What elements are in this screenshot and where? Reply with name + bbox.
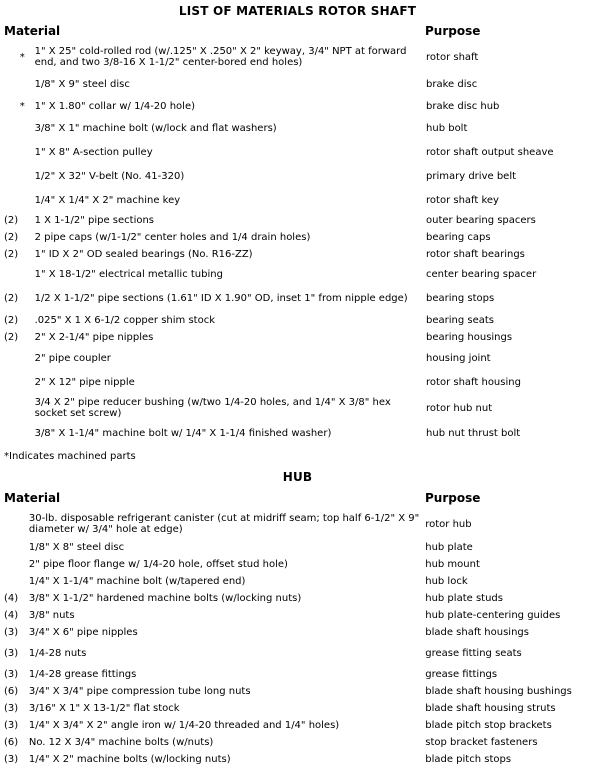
quantity-cell [4,188,35,212]
quantity-cell: (2) [4,315,19,326]
purpose-cell: outer bearing spacers [426,215,536,226]
quantity-cell [4,509,29,539]
purpose-cell: rotor shaft [426,51,479,63]
material-cell: 1/2 X 1-1/2" pipe sections (1.61" ID X 1.90" OD, inset 1" from nipple edge) [34,293,408,304]
quantity-cell: (2) [4,215,19,226]
material-row [4,164,595,188]
quantity-cell [4,573,29,590]
quantity-cell [4,346,35,370]
material-cell: 1" X 25" cold-rolled rod (w/.125" X .250" X 2" keyway, 3/4" NPT at forward end, and two 3/8-16 X 1-1/2" center-bored end holes) [34,46,407,68]
material-cell: 3/16" X 1" X 13-1/2" flat stock [28,703,180,714]
purpose-cell: hub nut thrust bolt [426,427,521,439]
purpose-cell: primary drive belt [426,170,517,182]
material-cell: 1/2" X 32" V-belt (No. 41-320) [34,170,185,182]
purpose-cell: housing joint [426,352,491,364]
material-row [4,42,595,72]
purpose-cell: hub mount [425,559,480,570]
material-row [4,539,595,556]
material-cell: 1/8" X 8" steel disc [28,542,125,553]
quantity-cell [4,140,35,164]
purpose-cell: center bearing spacer [426,268,537,280]
material-cell: 1" X 8" A-section pulley [34,146,153,158]
quantity-cell: (3) [4,669,19,680]
material-row [4,312,595,329]
material-row [4,509,595,539]
material-cell: 2 pipe caps (w/1-1/2" center holes and 1/4 drain holes) [34,232,311,243]
quantity-cell [4,422,35,444]
purpose-cell: brake disc hub [426,100,500,112]
material-row [4,683,595,700]
material-row [4,329,595,346]
material-row [4,422,595,444]
material-row [4,394,595,422]
material-row [4,116,595,140]
quantity-cell: (6) [4,737,19,748]
material-cell: 1" X 1.80" collar w/ 1/4-20 hole) [34,100,196,112]
purpose-cell: hub plate [425,542,473,553]
quantity-cell [4,263,35,285]
material-row [4,346,595,370]
material-row [4,717,595,734]
material-cell: 2" X 12" pipe nipple [34,376,135,388]
material-cell: 3/8" nuts [28,610,75,621]
material-row [4,96,595,116]
hub-material-header: Material [4,491,61,505]
material-cell: 3/4 X 2" pipe reducer bushing (w/two 1/4-20 holes, and 1/4" X 3/8" hex socket set screw) [34,397,391,419]
quantity-cell: (2) [4,332,19,343]
quantity-cell: * [19,100,25,112]
hub-purpose-header: Purpose [425,491,481,505]
material-cell: 3/8" X 1" machine bolt (w/lock and flat washers) [34,122,277,134]
material-row [4,263,595,285]
purpose-cell: bearing seats [426,315,495,326]
quantity-cell [4,370,35,394]
quantity-cell [4,539,29,556]
material-cell: 1/4" X 1-1/4" machine bolt (w/tapered end) [28,576,246,587]
material-row [4,72,595,96]
purpose-cell: rotor shaft key [426,194,499,206]
material-row [4,700,595,717]
purpose-cell: bearing housings [426,332,513,343]
purpose-cell: blade pitch stop brackets [425,720,552,731]
material-cell: No. 12 X 3/4" machine bolts (w/nuts) [28,737,214,748]
quantity-cell [4,72,35,96]
quantity-cell [4,164,35,188]
material-row [4,285,595,312]
material-row [4,229,595,246]
quantity-cell: (3) [4,627,19,638]
purpose-cell: hub plate studs [425,593,503,604]
rotor-shaft-title: LIST OF MATERIALS ROTOR SHAFT [178,4,417,18]
material-row [4,734,595,751]
quantity-cell: (2) [4,232,19,243]
hub-materials-table [4,509,595,768]
material-cell: 1" X 18-1/2" electrical metallic tubing [34,268,223,280]
material-cell: 1/4" X 1/4" X 2" machine key [34,194,181,206]
material-cell: 1/4" X 3/4" X 2" angle iron w/ 1/4-20 threaded and 1/4" holes) [28,720,340,731]
purpose-cell: grease fitting seats [425,648,522,659]
purpose-cell: hub bolt [426,122,468,134]
quantity-cell: (2) [4,249,19,260]
material-cell: 1/4-28 grease fittings [28,669,137,680]
machined-parts-note: *Indicates machined parts [4,451,136,462]
material-cell: 3/4" X 3/4" pipe compression tube long nuts [28,686,251,697]
rotor-materials-table [4,42,595,444]
material-cell: 1/8" X 9" steel disc [34,78,130,90]
material-row [4,590,595,607]
quantity-cell: (6) [4,686,19,697]
material-row [4,246,595,263]
purpose-cell: brake disc [426,78,478,90]
purpose-cell: blade shaft housing bushings [425,686,572,697]
material-row [4,666,595,683]
material-cell: 3/8" X 1-1/4" machine bolt w/ 1/4" X 1-1/4 finished washer) [34,427,332,439]
material-cell: 3/4" X 6" pipe nipples [28,627,138,638]
material-cell: 1" ID X 2" OD sealed bearings (No. R16-ZZ) [34,249,253,260]
purpose-cell: hub plate-centering guides [425,610,561,621]
material-cell: 1 X 1-1/2" pipe sections [34,215,155,226]
purpose-cell: blade shaft housing struts [425,703,556,714]
quantity-cell [4,116,35,140]
purpose-cell: grease fittings [425,669,498,680]
quantity-cell: (3) [4,703,19,714]
quantity-cell: * [19,51,25,63]
material-cell: 30-lb. disposable refrigerant canister (cut at midriff seam; top half 6-1/2" X 9" diameter w/ 3/4" hole at edge) [28,513,420,535]
quantity-cell: (4) [4,610,19,621]
rotor-material-header: Material [4,24,61,38]
material-cell: .025" X 1 X 6-1/2 copper shim stock [34,315,216,326]
purpose-cell: blade pitch stops [425,754,512,765]
purpose-cell: rotor shaft bearings [426,249,525,260]
material-cell: 1/4-28 nuts [28,648,87,659]
purpose-cell: hub lock [425,576,468,587]
purpose-cell: rotor hub nut [426,402,493,414]
quantity-cell: (4) [4,593,19,604]
material-row [4,212,595,229]
purpose-cell: rotor shaft housing [426,376,521,388]
material-cell: 3/8" X 1-1/2" hardened machine bolts (w/locking nuts) [28,593,302,604]
material-row [4,641,595,666]
purpose-cell: bearing caps [426,232,491,243]
material-cell: 2" pipe coupler [34,352,111,364]
purpose-cell: stop bracket fasteners [425,737,538,748]
purpose-cell: blade shaft housings [425,627,529,638]
purpose-cell: bearing stops [426,293,495,304]
purpose-cell: rotor shaft output sheave [426,146,554,158]
hub-title: HUB [282,470,313,484]
purpose-cell: rotor hub [425,518,472,530]
rotor-purpose-header: Purpose [425,24,481,38]
material-row [4,573,595,590]
material-row [4,624,595,641]
material-cell: 1/4" X 2" machine bolts (w/locking nuts) [28,754,231,765]
quantity-cell: (2) [4,293,19,304]
quantity-cell: (3) [4,754,19,765]
material-row [4,140,595,164]
quantity-cell [4,556,29,573]
material-row [4,751,595,768]
material-row [4,607,595,624]
material-row [4,370,595,394]
quantity-cell: (3) [4,648,19,659]
quantity-cell: (3) [4,720,19,731]
material-row [4,556,595,573]
quantity-cell [4,394,35,422]
material-cell: 2" X 2-1/4" pipe nipples [34,332,154,343]
material-cell: 2" pipe floor flange w/ 1/4-20 hole, offset stud hole) [28,559,288,570]
material-row [4,188,595,212]
